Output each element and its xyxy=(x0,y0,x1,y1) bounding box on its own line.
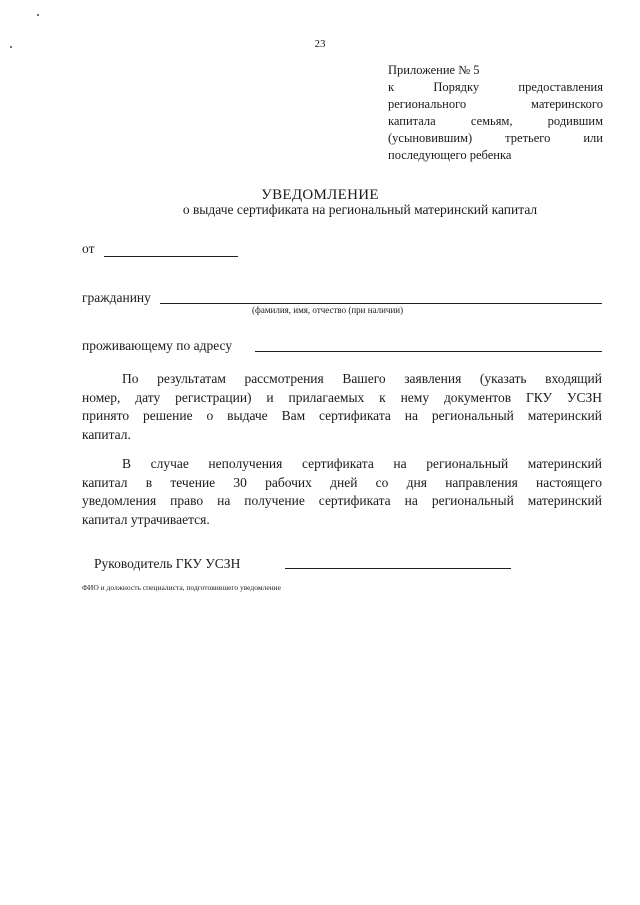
paragraph-line: капитал утрачивается. xyxy=(82,511,210,527)
appendix-line: к Порядку предоставления xyxy=(388,80,603,94)
paragraph-line: капитал. xyxy=(82,426,131,442)
address-label: проживающему по адресу xyxy=(82,338,233,353)
citizen-field-line[interactable] xyxy=(160,303,602,304)
appendix-block xyxy=(388,62,603,164)
appendix-line: последующего ребенка xyxy=(388,148,512,162)
appendix-line: (усыновившим) третьего или xyxy=(388,131,603,145)
paragraph-line: номер, дату регистрации) и прилагаемых к нему документов ГКУ УСЗН xyxy=(82,389,602,405)
paragraph-line: В случае неполучения сертификата на региональный материнский xyxy=(122,456,602,471)
address-field-line[interactable] xyxy=(255,351,602,352)
paragraph-line: По результатам рассмотрения Вашего заявления (указать входящий xyxy=(122,371,602,386)
footnote: ФИО и должность специалиста, подготовившего уведомление xyxy=(82,583,282,592)
signature-line[interactable] xyxy=(285,568,511,569)
citizen-field-hint: (фамилия, имя, отчество (при наличии) xyxy=(252,305,404,315)
notice-title: УВЕДОМЛЕНИЕ xyxy=(261,187,379,203)
appendix-title: Приложение № 5 xyxy=(388,63,480,77)
scan-speck xyxy=(37,14,39,16)
signature-label: Руководитель ГКУ УСЗН xyxy=(94,556,241,571)
from-field-line[interactable] xyxy=(104,256,238,257)
from-label: от xyxy=(82,241,95,256)
appendix-line: капитала семьям, родившим xyxy=(388,114,603,128)
paragraph-expiry xyxy=(82,455,602,529)
paragraph-decision xyxy=(82,370,602,444)
appendix-line: регионального материнского xyxy=(388,97,603,111)
paragraph-line: принято решение о выдаче Вам сертификата на региональный материнский xyxy=(82,408,602,423)
page-number: 23 xyxy=(314,38,326,50)
paragraph-line: уведомления право на получение сертификата на региональный материнский xyxy=(82,493,602,508)
paragraph-line: капитал в течение 30 рабочих дней со дня направления настоящего xyxy=(82,474,602,490)
notice-subtitle: о выдаче сертификата на региональный материнский капитал xyxy=(182,202,538,217)
citizen-label: гражданину xyxy=(82,290,151,305)
